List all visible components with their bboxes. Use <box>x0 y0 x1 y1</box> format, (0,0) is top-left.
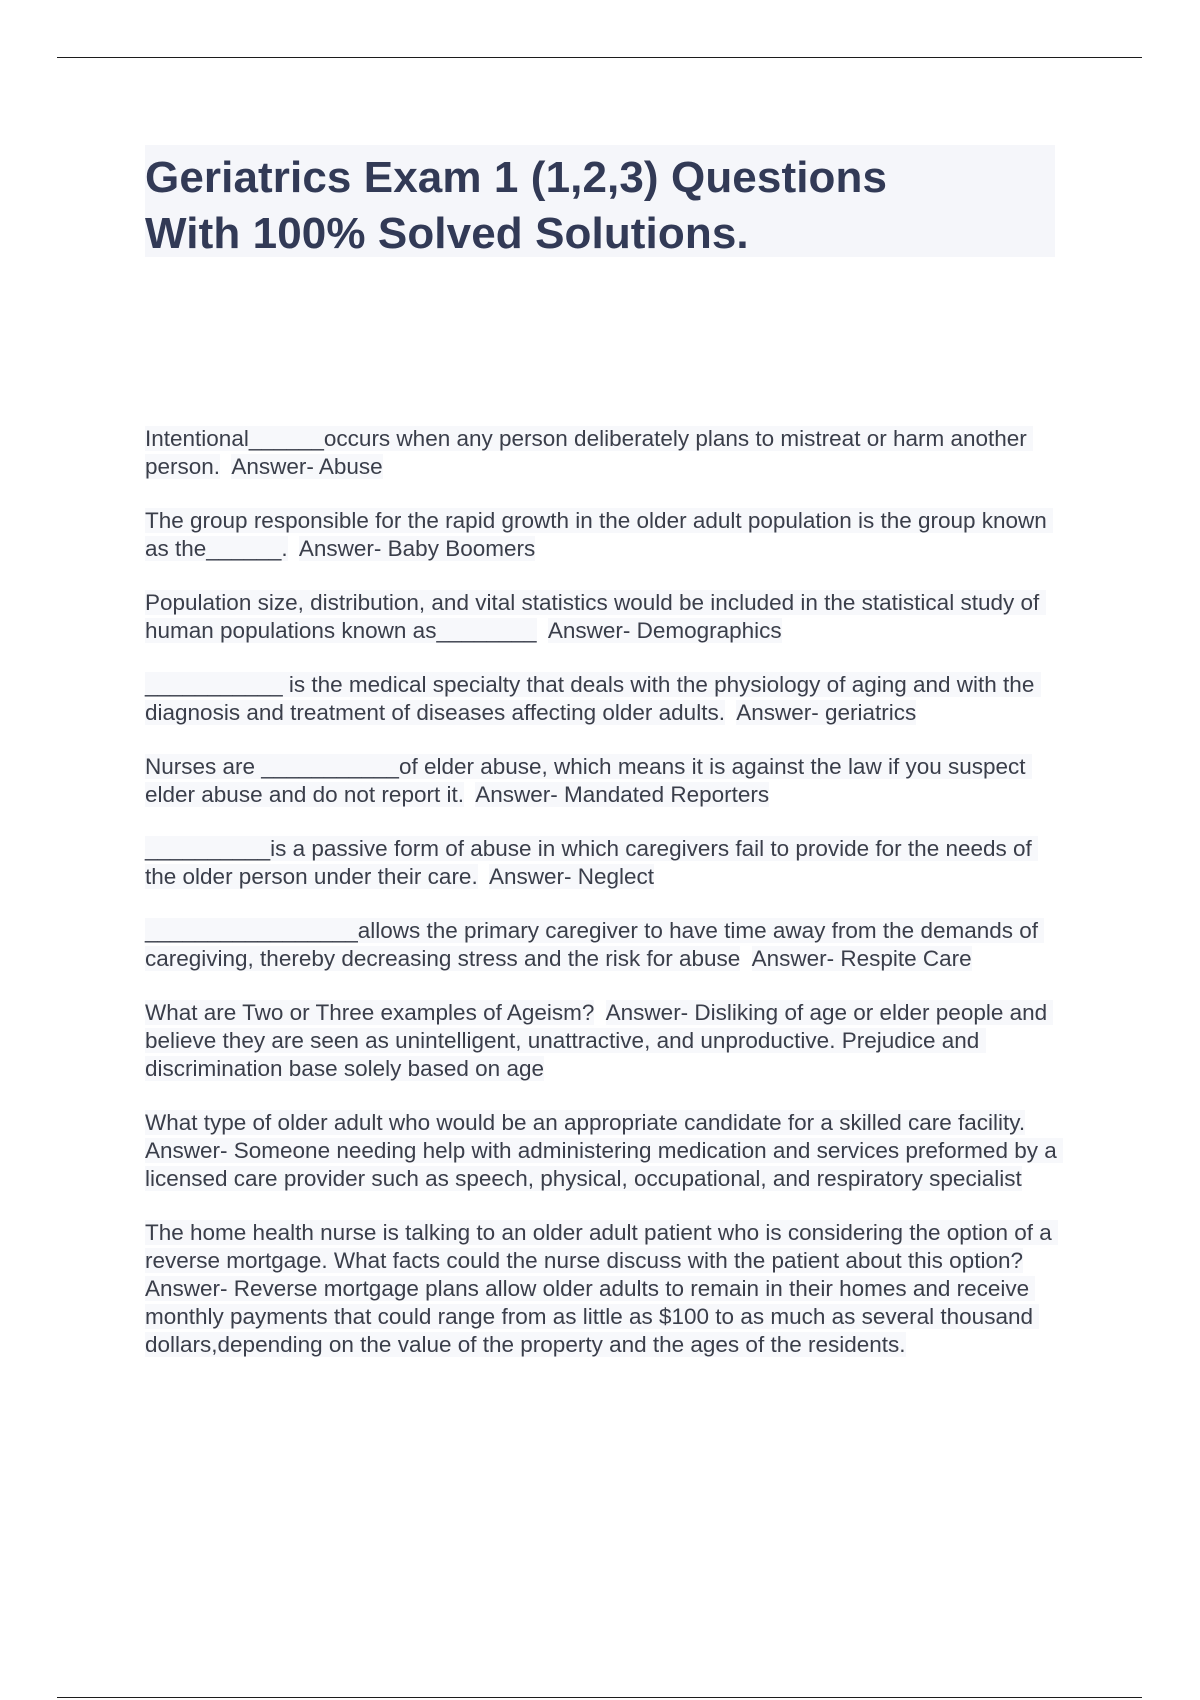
qa-item <box>145 425 1065 481</box>
qa-item <box>145 1109 1065 1193</box>
question-text: _________________allows the primary caregiver to have time away from the demands of caregiving, thereby decreasing stress and the risk for abuse <box>145 918 1045 971</box>
question-text: The group responsible for the rapid growth in the older adult population is the group known as the______. <box>145 508 1054 561</box>
title-block <box>145 145 1055 257</box>
answer-text: Answer- geriatrics <box>736 700 917 725</box>
qa-item <box>145 671 1065 727</box>
qa-item <box>145 753 1065 809</box>
question-text: Intentional______occurs when any person deliberately plans to mistreat or harm another person. <box>145 426 1034 479</box>
qa-item <box>145 507 1065 563</box>
answer-text: Answer- Demographics <box>547 618 782 643</box>
top-rule <box>57 57 1142 58</box>
answer-text: Answer- Someone needing help with administering medication and services preformed by a licensed care provider such as speech, physical, occupational, and respiratory specialist <box>145 1138 1063 1191</box>
question-text: ___________ is the medical specialty that deals with the physiology of aging and with the diagnosis and treatment of diseases affecting older adults. <box>145 672 1041 725</box>
answer-text: Answer- Neglect <box>488 864 655 889</box>
qa-list <box>145 425 1065 1385</box>
question-text: Nurses are ___________of elder abuse, which means it is against the law if you suspect elder abuse and do not report it. <box>145 754 1032 807</box>
question-text: What are Two or Three examples of Ageism? <box>145 1000 595 1025</box>
answer-text: Answer- Baby Boomers <box>298 536 536 561</box>
qa-item <box>145 1219 1065 1359</box>
question-text: What type of older adult who would be an appropriate candidate for a skilled care facility. <box>145 1110 1026 1135</box>
title-line-2: With 100% Solved Solutions. <box>145 209 749 258</box>
document-title <box>145 145 1055 262</box>
qa-item <box>145 835 1065 891</box>
title-line-1: Geriatrics Exam 1 (1,2,3) Questions <box>145 153 888 202</box>
answer-text: Answer- Reverse mortgage plans allow older adults to remain in their homes and receive monthly payments that could range from as little as $100 to as much as several thousand dollars,depending on the value of the property and the ages of the residents. <box>145 1276 1040 1357</box>
qa-item <box>145 999 1065 1083</box>
question-text: Population size, distribution, and vital statistics would be included in the statistical study of human populations known as________ <box>145 590 1046 643</box>
question-text: __________is a passive form of abuse in which caregivers fail to provide for the needs of the older person under their care. <box>145 836 1039 889</box>
answer-text: Answer- Respite Care <box>751 946 972 971</box>
qa-item <box>145 917 1065 973</box>
question-text: The home health nurse is talking to an older adult patient who is considering the option of a reverse mortgage. What facts could the nurse discuss with the patient about this option? <box>145 1220 1059 1273</box>
bottom-rule <box>57 1697 1142 1698</box>
qa-item <box>145 589 1065 645</box>
answer-text: Answer- Disliking of age or elder people and believe they are seen as unintelligent, unattractive, and unproductive. Prejudice and discrimination base solely based on age <box>145 1000 1054 1081</box>
answer-text: Answer- Mandated Reporters <box>475 782 770 807</box>
answer-text: Answer- Abuse <box>231 454 383 479</box>
